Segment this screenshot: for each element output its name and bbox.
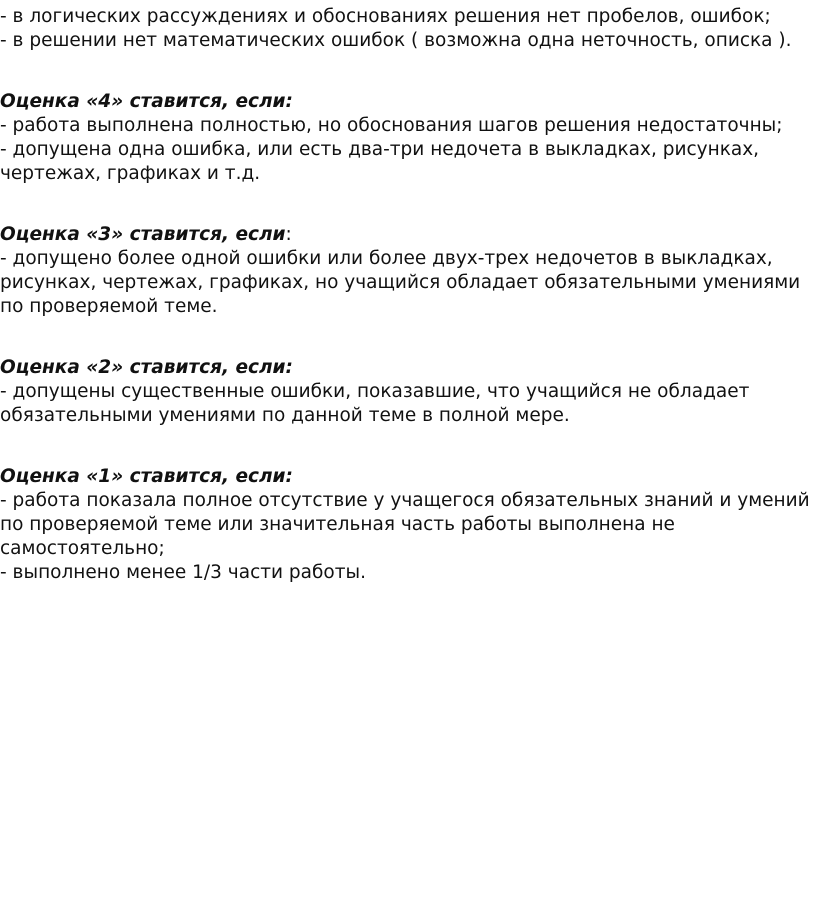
section-heading bbox=[0, 223, 812, 247]
heading-text: Оценка «4» ставится, если: bbox=[0, 91, 293, 112]
section-heading bbox=[0, 90, 812, 114]
spacer bbox=[0, 319, 812, 356]
section-line: - допущено более одной ошибки или более двух-трех недочетов в выкладках, bbox=[0, 248, 773, 269]
document-body bbox=[0, 5, 812, 585]
section-grade-4 bbox=[0, 90, 812, 186]
spacer bbox=[0, 428, 812, 465]
section-line: по проверяемой теме или значительная часть работы выполнена не bbox=[0, 514, 675, 535]
section-grade-2 bbox=[0, 356, 812, 428]
spacer bbox=[0, 186, 812, 223]
section-line: - допущена одна ошибка, или есть два-три недочета в выкладках, рисунках, bbox=[0, 139, 760, 160]
section-line: - выполнено менее 1/3 части работы. bbox=[0, 562, 366, 583]
intro-block bbox=[0, 5, 812, 53]
section-grade-1 bbox=[0, 465, 812, 585]
intro-line: - в логических рассуждениях и обоснованиях решения нет пробелов, ошибок; bbox=[0, 6, 771, 27]
section-line: по проверяемой теме. bbox=[0, 296, 218, 317]
heading-suffix: : bbox=[285, 224, 292, 245]
heading-text: Оценка «3» ставится, если bbox=[0, 224, 286, 245]
section-line: рисунках, чертежах, графиках, но учащийся обладает обязательными умениями bbox=[0, 272, 801, 293]
heading-text: Оценка «2» ставится, если: bbox=[0, 357, 293, 378]
section-line: обязательными умениями по данной теме в полной мере. bbox=[0, 405, 570, 426]
section-line: чертежах, графиках и т.д. bbox=[0, 163, 261, 184]
section-heading bbox=[0, 465, 812, 489]
spacer bbox=[0, 53, 812, 90]
section-heading bbox=[0, 356, 812, 380]
heading-text: Оценка «1» ставится, если: bbox=[0, 466, 293, 487]
section-line: - допущены существенные ошибки, показавшие, что учащийся не обладает bbox=[0, 381, 750, 402]
section-grade-3 bbox=[0, 223, 812, 319]
intro-line: - в решении нет математических ошибок ( возможна одна неточность, описка ). bbox=[0, 30, 792, 51]
section-line: - работа показала полное отсутствие у учащегося обязательных знаний и умений bbox=[0, 490, 810, 511]
section-line: самостоятельно; bbox=[0, 538, 165, 559]
section-line: - работа выполнена полностью, но обоснования шагов решения недостаточны; bbox=[0, 115, 783, 136]
